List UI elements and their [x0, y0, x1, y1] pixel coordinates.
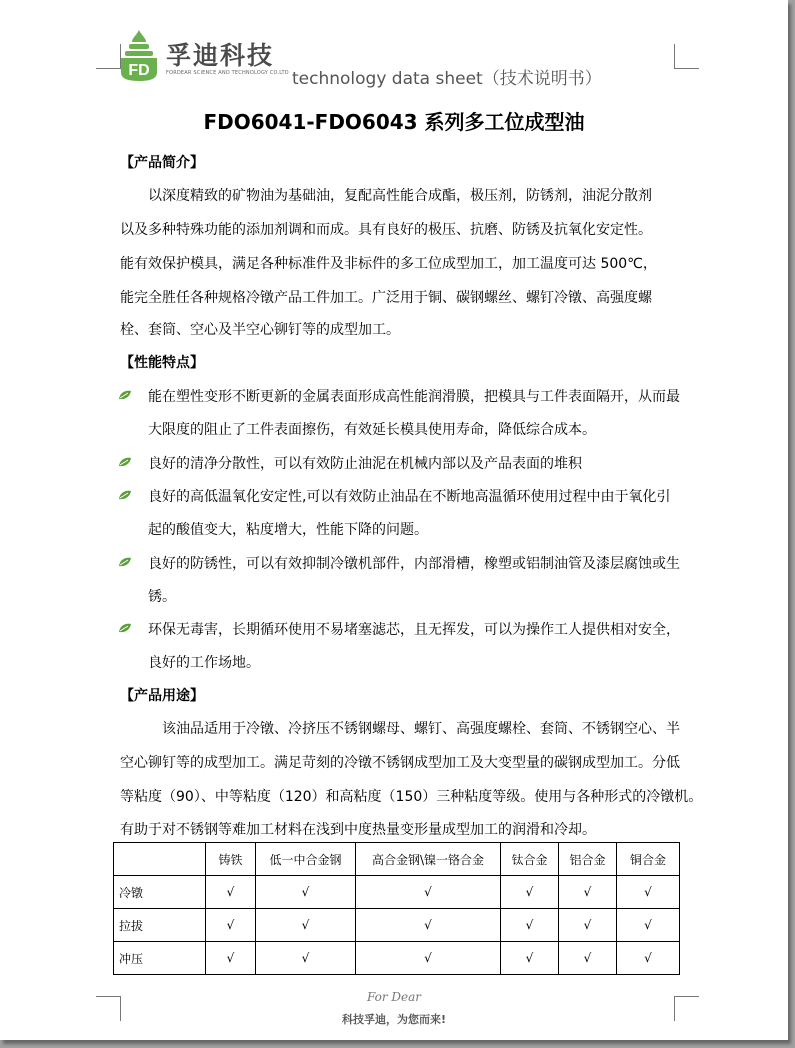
table-header-cell: 高合金钢\镍一铬合金 — [356, 843, 501, 876]
leaf-bullet-icon — [118, 389, 132, 401]
leaf-bullet-icon — [118, 456, 132, 468]
table-row-label: 冲压 — [114, 942, 206, 975]
feature-line: 大限度的阻止了工件表面擦伤，有效延长模具使用寿命，降低综合成本。 — [148, 422, 596, 438]
feature-line: 良好的高低温氧化安定性,可以有效防止油品在不断地高温循环使用过程中由于氧化引 — [148, 489, 671, 505]
table-header-cell: 铸铁 — [206, 843, 256, 876]
feature-line: 锈。 — [148, 589, 176, 605]
table-header-cell: 低一中合金钢 — [256, 843, 356, 876]
intro-line: 以深度精致的矿物油为基础油，复配高性能合成酯，极压剂，防锈剂，油泥分散剂 — [148, 188, 652, 204]
usage-table — [113, 842, 680, 975]
table-cell: √ — [559, 876, 617, 909]
intro-line: 能完全胜任各种规格冷镦产品工件加工。广泛用于铜、碳钢螺丝、螺钉冷镦、高强度螺 — [120, 290, 652, 306]
table-cell: √ — [206, 942, 256, 975]
intro-line: 以及多种特殊功能的添加剂调和而成。具有良好的极压、抗磨、防锈及抗氧化安定性。 — [120, 222, 652, 238]
table-cell: √ — [559, 909, 617, 942]
feature-line: 良好的工作场地。 — [148, 655, 260, 671]
table-row — [114, 876, 680, 909]
leaf-bullet-icon — [118, 622, 132, 634]
table-cell: √ — [501, 942, 559, 975]
features-heading: 【性能特点】 — [120, 355, 204, 371]
sheet-title: technology data sheet（技术说明书） — [292, 69, 602, 89]
usage-line: 有助于对不锈钢等难加工材料在浅到中度热量变形量成型加工的润滑和冷却。 — [120, 822, 596, 838]
leaf-bullet-icon — [118, 556, 132, 568]
table-row-label: 冷镦 — [114, 876, 206, 909]
intro-line: 栓、套筒、空心及半空心铆钉等的成型加工。 — [120, 322, 400, 338]
usage-heading: 【产品用途】 — [120, 688, 204, 704]
table-row — [114, 909, 680, 942]
brand-subtitle: FORDEAR SCIENCE AND TECHNOLOGY CO.LTD — [166, 70, 289, 76]
feature-line: 良好的防锈性，可以有效抑制冷镦机部件，内部滑槽，橡塑或铝制油管及漆层腐蚀或生 — [148, 556, 680, 572]
table-cell: √ — [256, 942, 356, 975]
table-cell: √ — [559, 942, 617, 975]
feature-line: 起的酸值变大，粘度增大，性能下降的问题。 — [148, 522, 428, 538]
table-header-cell: 铜合金 — [617, 843, 680, 876]
table-row-label: 拉拔 — [114, 909, 206, 942]
table-header-cell — [114, 843, 206, 876]
table-cell: √ — [617, 876, 680, 909]
table-cell: √ — [256, 909, 356, 942]
table-cell: √ — [501, 876, 559, 909]
usage-line: 该油品适用于冷镦、冷挤压不锈钢螺母、螺钉、高强度螺栓、套筒、不锈钢空心、半 — [162, 721, 680, 737]
feature-line: 环保无毒害，长期循环使用不易堵塞滤芯，且无挥发，可以为操作工人提供相对安全， — [148, 622, 680, 638]
document-title: FDO6041-FDO6043 系列多工位成型油 — [203, 110, 585, 134]
intro-line: 能有效保护模具，满足各种标准件及非标件的多工位成型加工，加工温度可达 500℃， — [120, 256, 657, 272]
footer-slogan: 科技孚迪，为您而来! — [341, 1013, 447, 1026]
crop-mark-top-right — [674, 44, 699, 69]
table-cell: √ — [256, 876, 356, 909]
intro-heading: 【产品简介】 — [120, 155, 204, 171]
table-cell: √ — [206, 876, 256, 909]
feature-line: 能在塑性变形不断更新的金属表面形成高性能润滑膜，把模具与工件表面隔开，从而最 — [148, 389, 680, 405]
svg-text:FD: FD — [128, 62, 150, 79]
table-cell: √ — [356, 942, 501, 975]
table-cell: √ — [501, 909, 559, 942]
table-cell: √ — [617, 942, 680, 975]
table-header-row — [114, 843, 680, 876]
table-row — [114, 942, 680, 975]
table-cell: √ — [617, 909, 680, 942]
table-header-cell: 钛合金 — [501, 843, 559, 876]
brand-name: 孚迪科技 — [166, 41, 275, 70]
footer-script-text: For Dear — [366, 990, 422, 1004]
table-cell: √ — [356, 909, 501, 942]
fordear-logo-icon — [118, 28, 160, 82]
leaf-bullet-icon — [118, 489, 132, 501]
table-header-cell: 铝合金 — [559, 843, 617, 876]
table-cell: √ — [356, 876, 501, 909]
table-cell: √ — [206, 909, 256, 942]
usage-line: 空心铆钉等的成型加工。满足苛刻的冷镦不锈钢成型加工及大变型量的碳钢成型加工。分低 — [120, 755, 680, 771]
usage-line: 等粘度（90）、中等粘度（120）和高粘度（150）三种粘度等级。使用与各种形式的冷镦机。 — [120, 789, 703, 805]
feature-line: 良好的清净分散性，可以有效防止油泥在机械内部以及产品表面的堆积 — [148, 456, 582, 472]
